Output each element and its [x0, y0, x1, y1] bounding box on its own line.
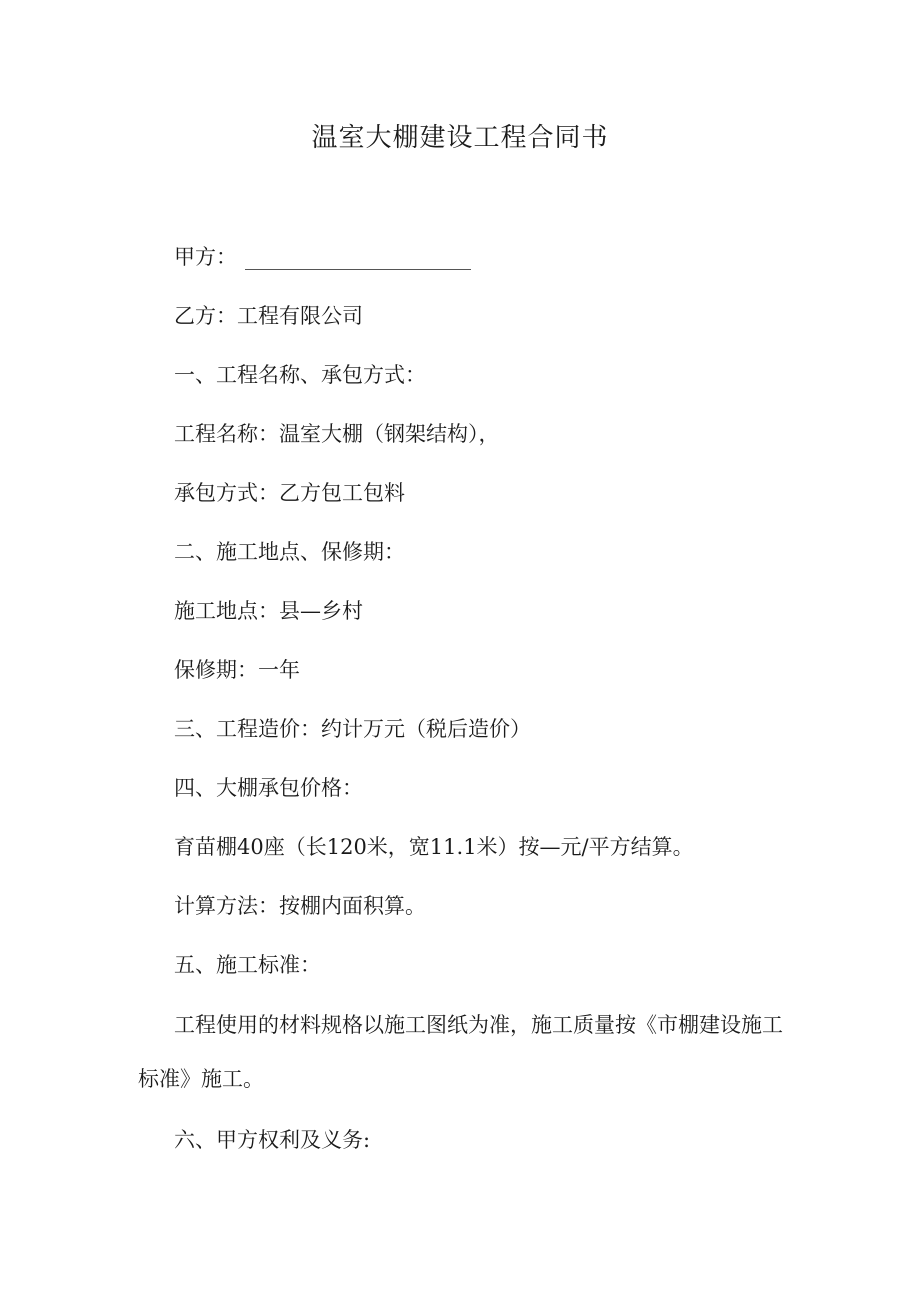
standard-paragraph: 工程使用的材料规格以施工图纸为准，施工质量按《市棚建设施工标准》施工。 [138, 1013, 783, 1091]
document-title: 温室大棚建设工程合同书 [311, 123, 609, 153]
section-two-heading: 二、施工地点、保修期： [174, 540, 405, 564]
project-name-line: 工程名称：温室大棚（钢架结构）， [174, 422, 500, 446]
contract-method-line: 承包方式：乙方包工包料 [174, 481, 405, 505]
party-a-line [174, 242, 471, 272]
section-three-cost-line: 三、工程造价：约计万元（税后造价） [174, 717, 531, 741]
party-b-line: 乙方：工程有限公司 [174, 304, 363, 328]
section-four-heading: 四、大棚承包价格： [174, 776, 363, 800]
nursery-shed-price-line: 育苗棚40座（长120米，宽11.1米）按—元/平方结算。 [174, 835, 694, 859]
section-six-heading: 六、甲方权利及义务: [174, 1128, 371, 1152]
section-one-heading: 一、工程名称、承包方式： [174, 363, 426, 387]
warranty-line: 保修期：一年 [174, 658, 300, 682]
party-a-label: 甲方： [174, 245, 237, 269]
construction-site-line: 施工地点：县—乡村 [174, 599, 363, 623]
section-five-heading: 五、施工标准： [174, 953, 321, 977]
party-a-blank-field[interactable] [245, 249, 471, 270]
calculation-method-line: 计算方法：按棚内面积算。 [174, 894, 426, 918]
